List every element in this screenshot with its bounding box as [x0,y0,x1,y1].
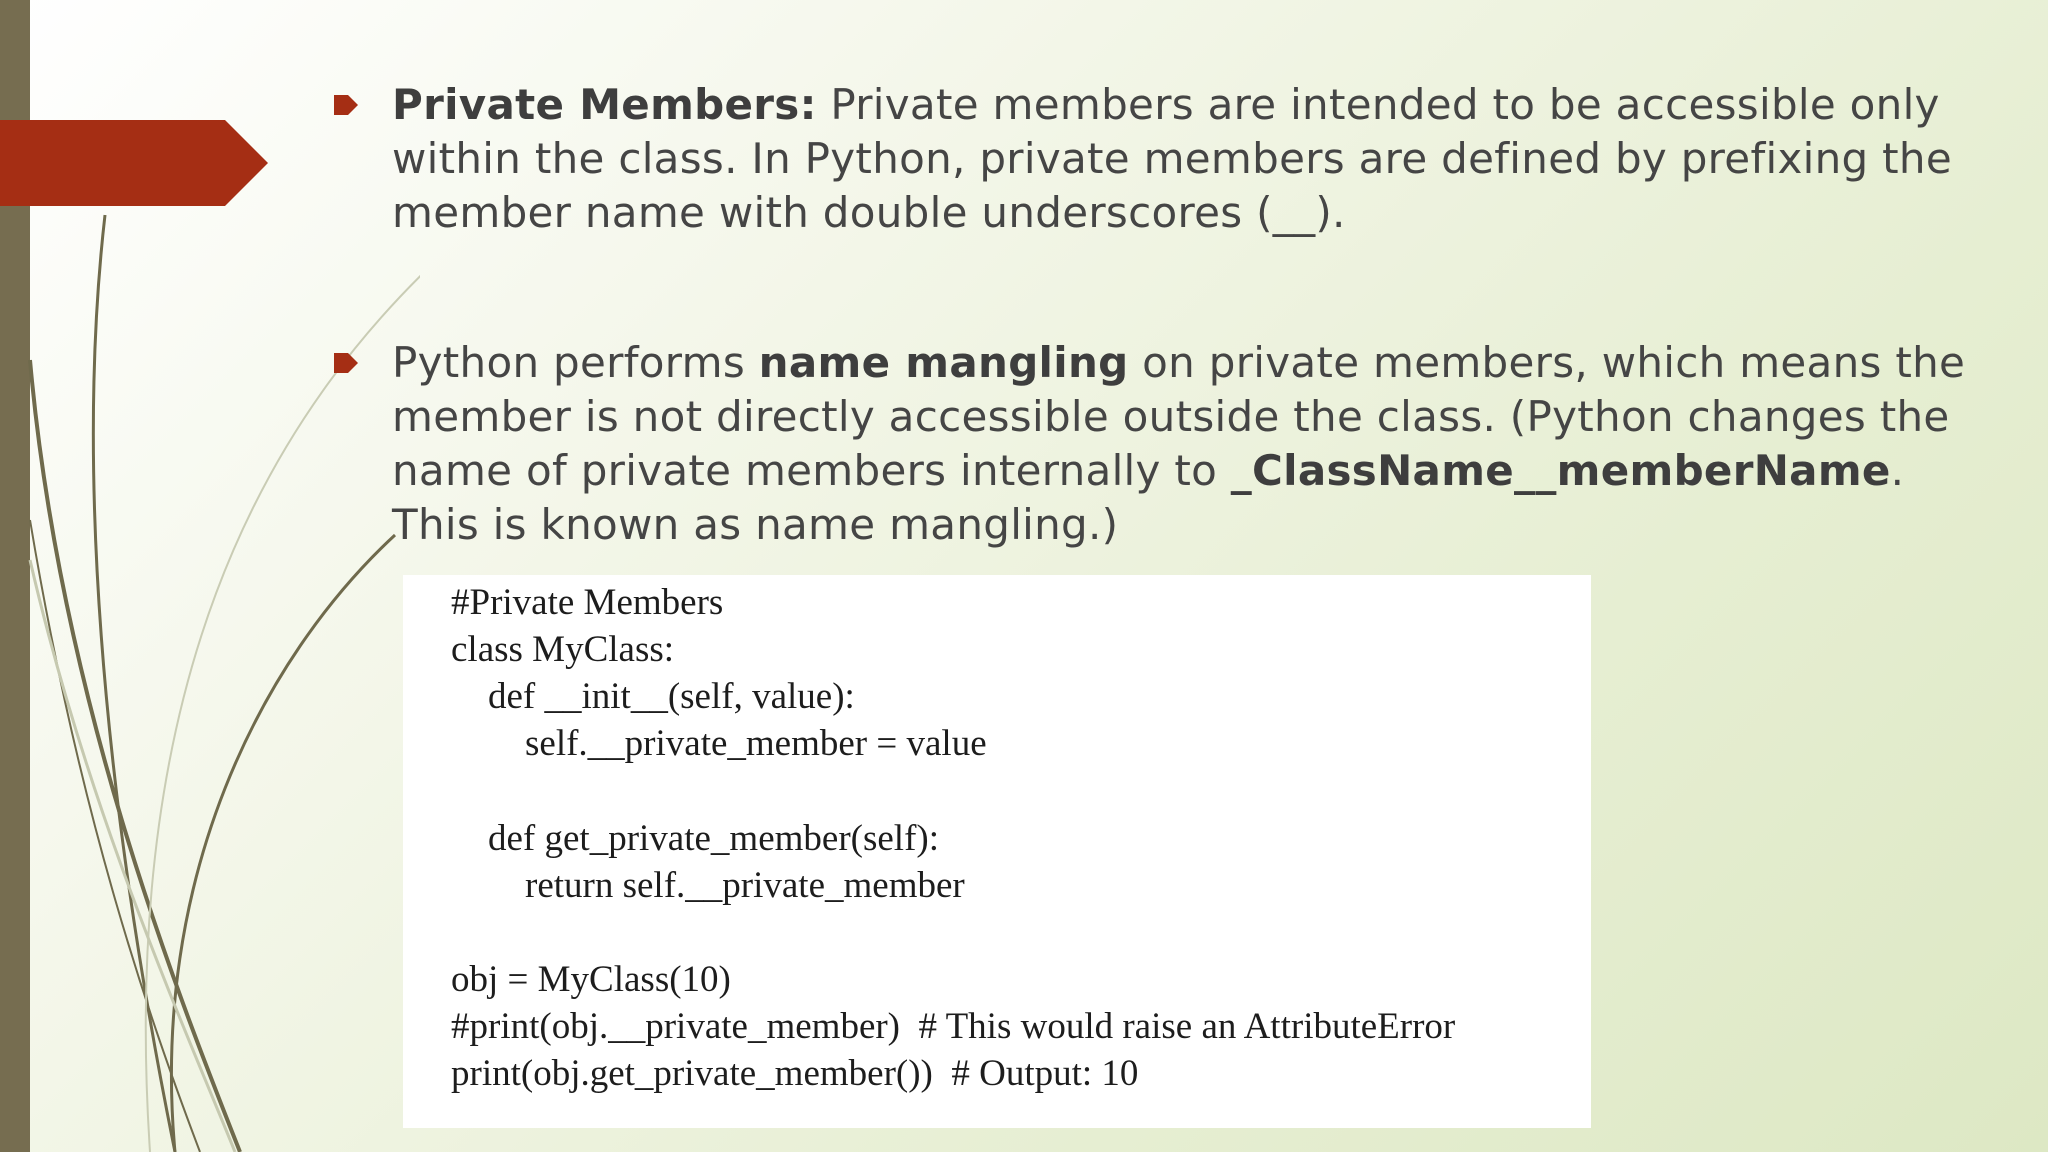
bullet-body: Private members are intended to be accessible only within the class. In Python, private members are defined by prefixing the member name with double underscores (__). [392,80,1952,237]
bullet-arrow-icon [334,95,358,115]
code-line: self.__private_member = value [451,723,987,764]
bullet-mangled-name: _ClassName__memberName [1230,446,1891,495]
bullet-pre: Python performs [392,338,759,387]
code-line: class MyClass: [451,629,675,670]
red-arrow-shape [0,120,270,206]
code-line: def get_private_member(self): [451,818,939,859]
code-line: def __init__(self, value): [451,676,855,717]
code-example-box [403,575,1591,1128]
code-line: #print(obj.__private_member) # This would raise an AttributeError [451,1006,1456,1047]
bullet-post: . This is known as name mangling.) [392,446,1905,549]
bullet-arrow-icon [334,353,358,373]
code-line: return self.__private_member [451,865,965,906]
bullet-private-members [392,78,1992,240]
code-line: obj = MyClass(10) [451,959,731,1000]
bullet-mid: on private members, which means the member is not directly accessible outside the class. (Python changes the name of private members internally to [392,338,1966,495]
code-line: #Private Members [451,582,724,623]
bullet-heading: Private Members: [392,80,817,129]
code-line: print(obj.get_private_member()) # Output: 10 [451,1053,1139,1094]
bullet-name-mangling [392,336,1992,552]
bullet-term: name mangling [758,338,1129,387]
